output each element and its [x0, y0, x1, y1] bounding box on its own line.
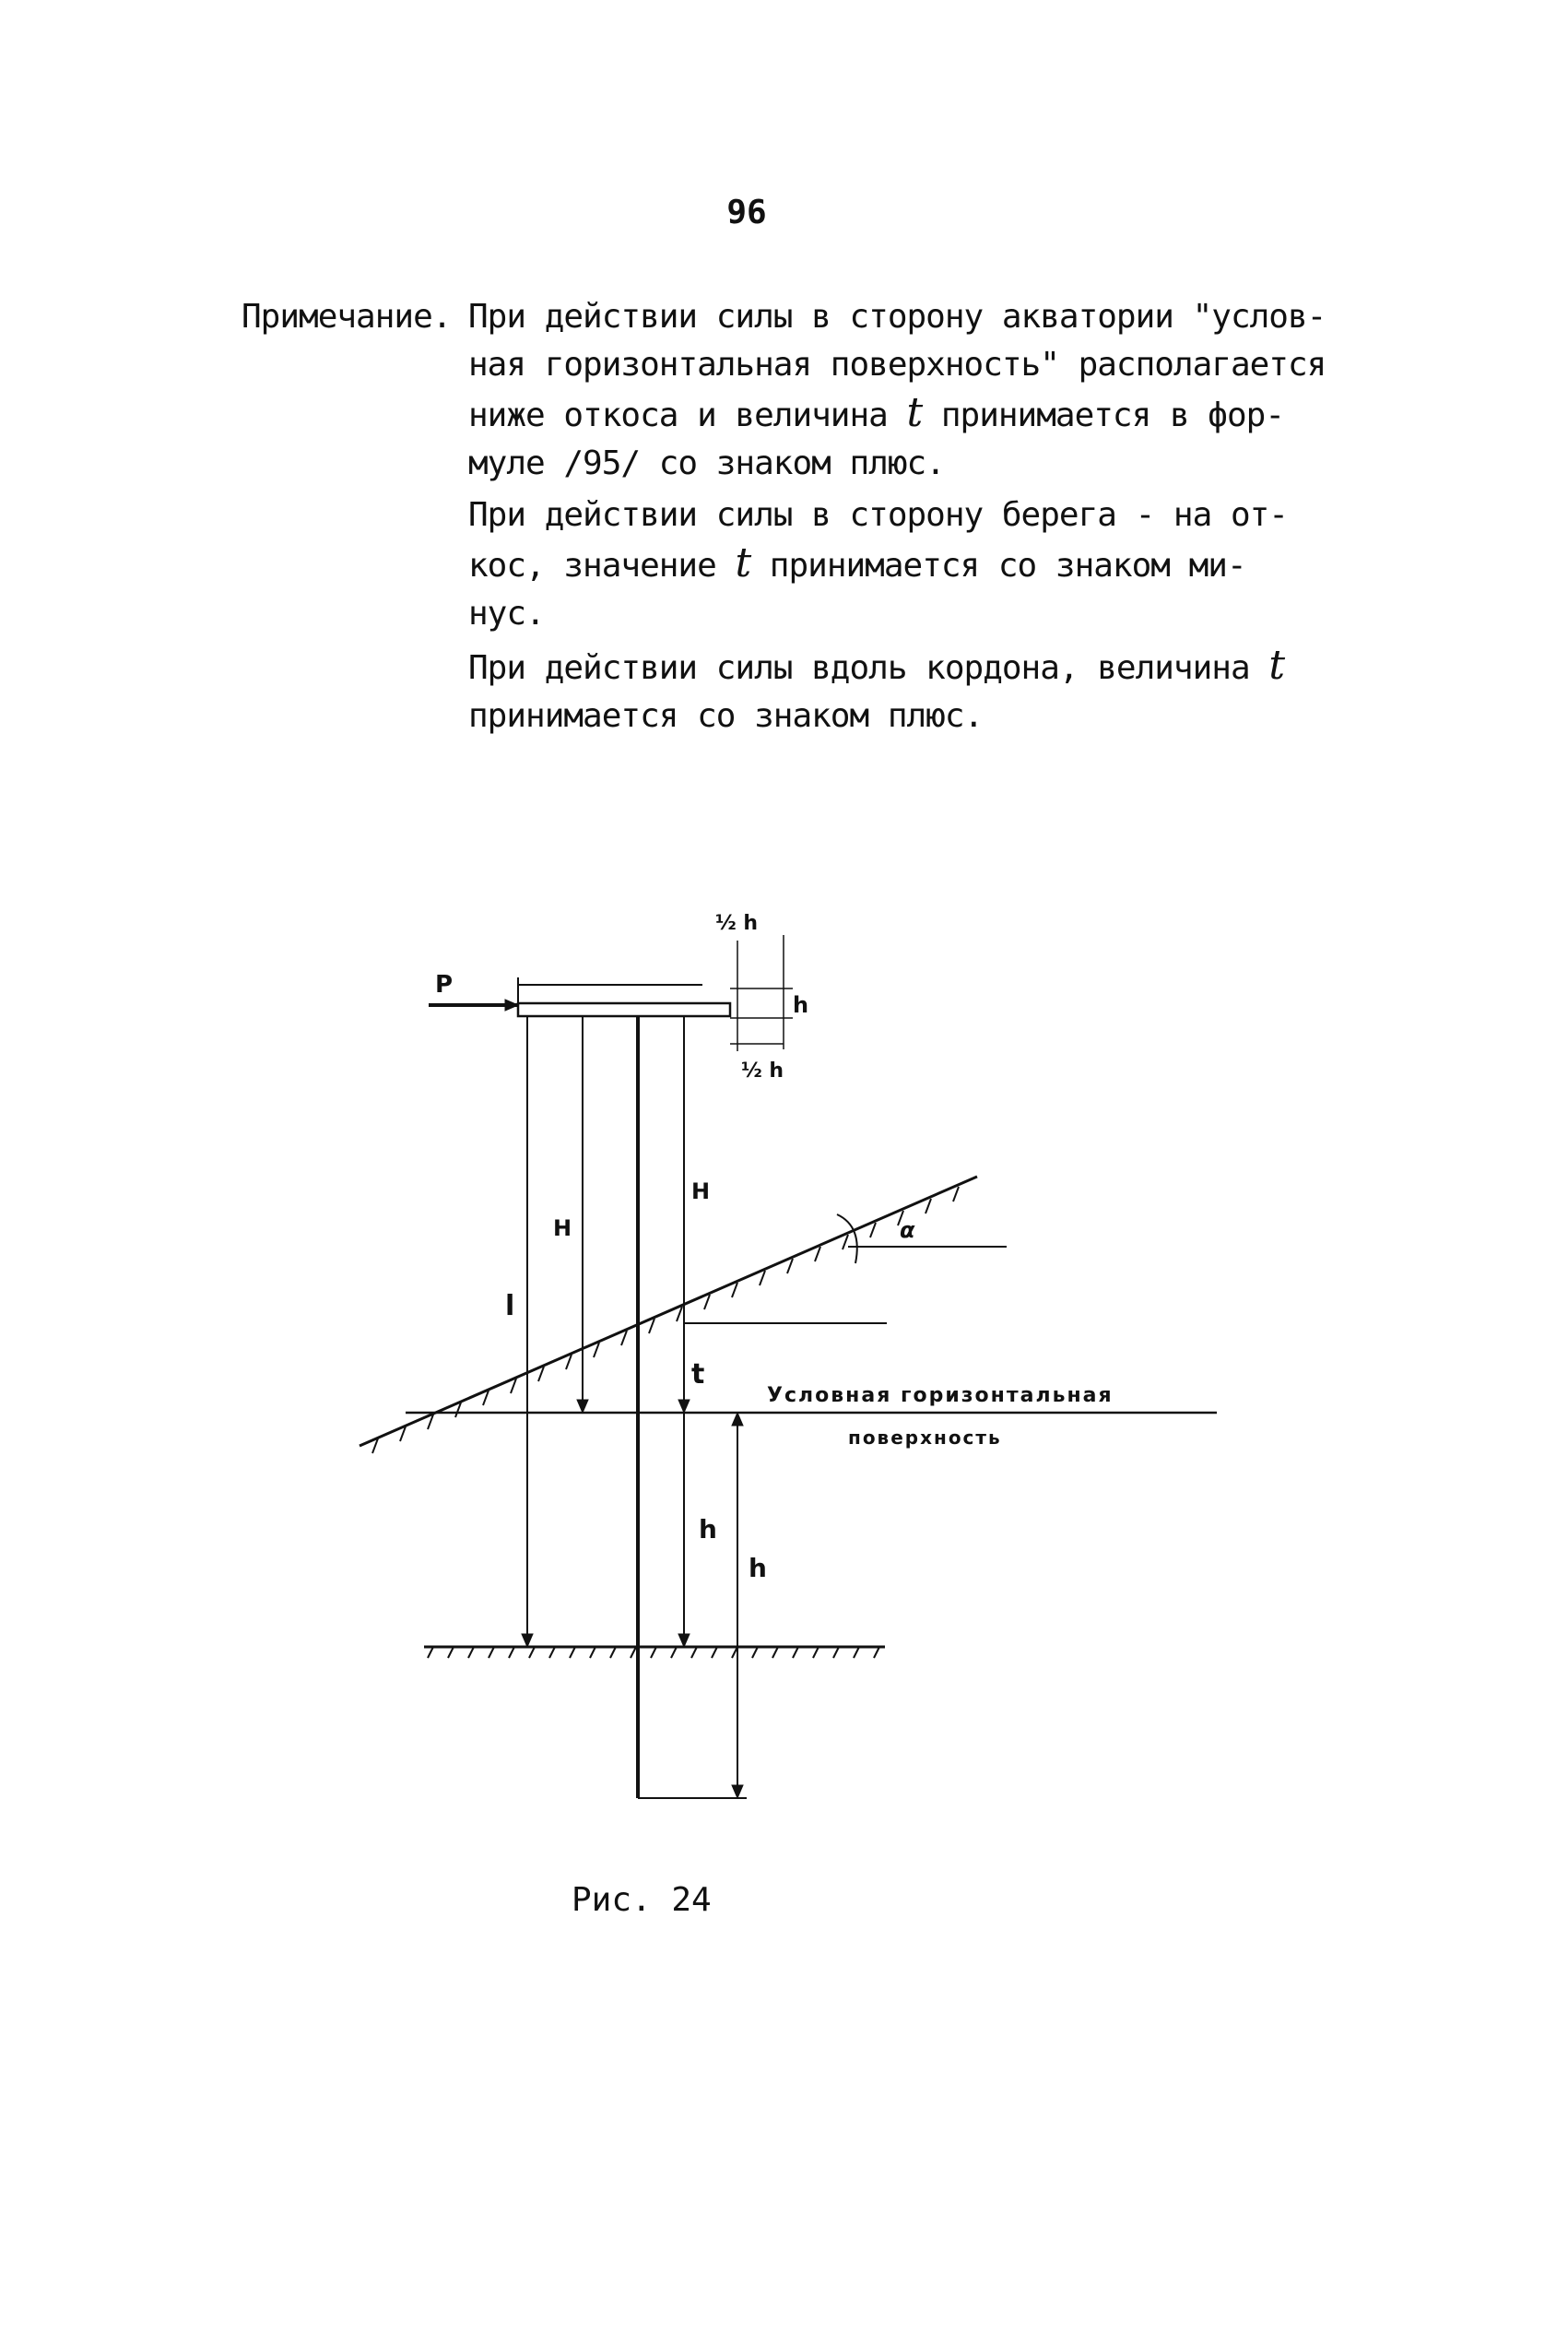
- note-text: ная горизонтальная поверхность" располагается: [468, 346, 1326, 384]
- note-text: муле /95/ со знаком плюс.: [468, 444, 945, 482]
- note-paragraph-1: [468, 293, 1335, 488]
- t-symbol: t: [906, 389, 923, 436]
- l-label: l: [505, 1290, 515, 1322]
- surface-label-line1: Условная горизонтальная: [767, 1384, 1114, 1407]
- note-paragraph-2: [468, 491, 1335, 638]
- H-label: H: [553, 1215, 572, 1241]
- note-text: При действии силы в сторону берега - на от-: [468, 496, 1288, 534]
- note-text: принимается в фор-: [922, 397, 1284, 434]
- H0-label: H: [691, 1178, 711, 1204]
- alpha-label: α: [900, 1217, 915, 1243]
- note-text: нус.: [468, 595, 545, 633]
- half-hp-top-label: ½ h: [715, 912, 759, 935]
- h-dim-arrowhead: [732, 1785, 743, 1798]
- note-text: принимается со знаком плюс.: [468, 697, 984, 735]
- h-dim-arrowhead: [732, 1413, 743, 1426]
- H-dim-arrowhead: [577, 1400, 588, 1413]
- force-label: P: [435, 971, 454, 999]
- ground-hatching: [428, 1647, 879, 1658]
- note-label: Примечание.: [242, 298, 452, 336]
- page-number: 96: [726, 194, 767, 231]
- t-symbol: t: [735, 539, 751, 586]
- hp-label: h: [793, 992, 809, 1018]
- t-label: t: [691, 1358, 705, 1391]
- note-text: При действии силы вдоль кордона, величина: [468, 649, 1269, 687]
- slope-diagram: [350, 904, 1235, 1826]
- figure: [350, 904, 1235, 1826]
- figure-caption: Рис. 24: [572, 1881, 712, 1919]
- h-label: h: [749, 1553, 767, 1583]
- note-text: кос, значение: [468, 547, 736, 585]
- note-text: При действии силы в сторону акватории "услов-: [468, 298, 1326, 336]
- deck-beam: [518, 1003, 730, 1016]
- surface-label-line2: поверхность: [848, 1426, 1002, 1449]
- note-text: принимается со знаком ми-: [750, 547, 1246, 585]
- t-dim-arrowhead: [678, 1400, 690, 1413]
- h3-dim-arrowhead: [678, 1634, 690, 1647]
- l-dim-arrowhead: [522, 1634, 533, 1647]
- force-arrowhead: [505, 1000, 518, 1011]
- note-body: [468, 293, 1335, 744]
- h3-label: h: [699, 1514, 717, 1545]
- t-symbol: t: [1268, 642, 1284, 689]
- note-paragraph-3: [468, 642, 1335, 740]
- note-text: ниже откоса и величина: [468, 397, 907, 434]
- half-hp-bottom-label: ½ h: [741, 1059, 784, 1083]
